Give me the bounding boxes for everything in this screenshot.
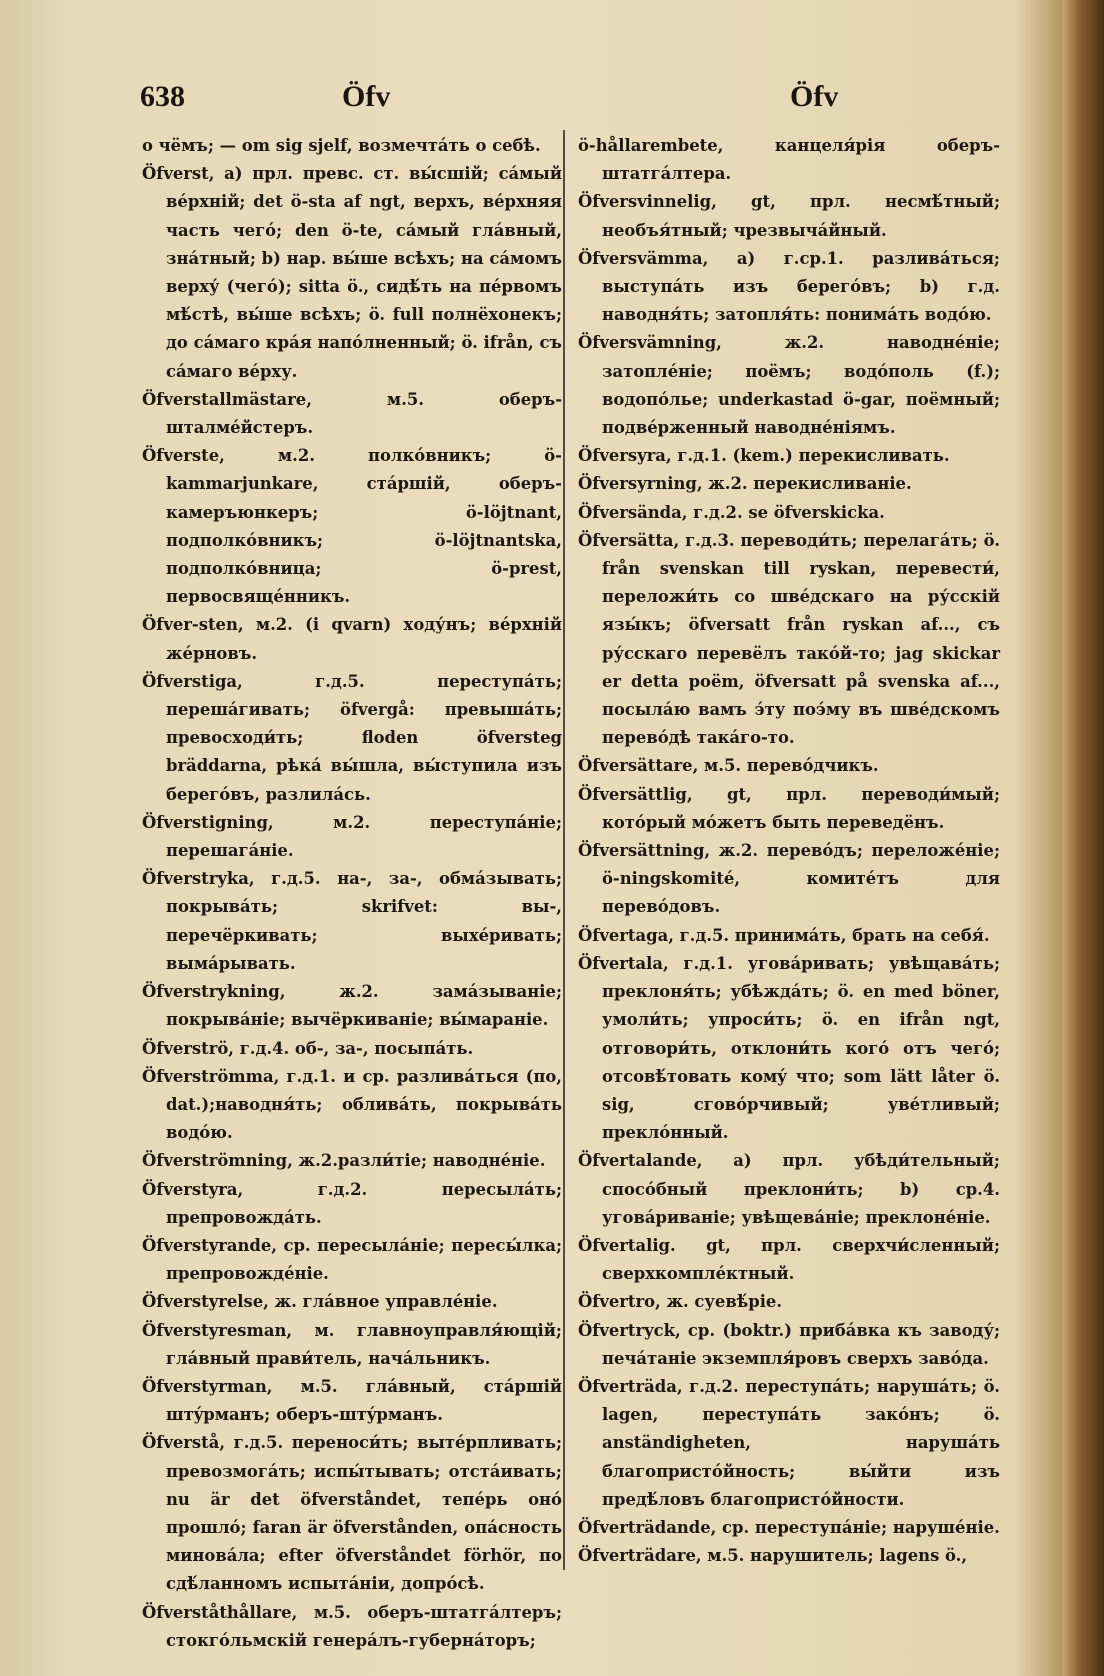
dictionary-entry: Öfverstyra, г.д.2. пересылáть; препровождáть. xyxy=(142,1179,562,1227)
dictionary-entry: Öfverstyresman, м. главноуправля́ющій; глáвный прави́тель, начáльникъ. xyxy=(142,1320,562,1368)
dictionary-entry: Öfvertaga, г.д.5. принимáть, брать на себя́. xyxy=(578,925,990,945)
dictionary-entry: Öfversätta, г.д.3. переводи́ть; перелагáть; ö. från svenskan till ryskan, перевести́, переложи́ть со швéдскаго на ру́сскій язы́къ; öfversatt från ryskan af..., съ ру́сскаго перевёлъ такóй-то; jag skickar er detta poëm, öfversatt på svenska af..., посылáю вамъ э́ту поэ́му въ швéдскомъ перевóдѣ такáго-то. xyxy=(578,530,1000,748)
page-number: 638 xyxy=(140,80,185,113)
dictionary-entry: Öfvertro, ж. суевѣ́ріе. xyxy=(578,1292,783,1312)
dictionary-entry: Öfvertalig. gt, прл. сверхчи́сленный; сверхкомплéктный. xyxy=(578,1235,1000,1284)
dictionary-entry: Öfverstyrelse, ж. глáвное управлéніе. xyxy=(142,1292,498,1312)
dictionary-entry: Öfverströmma, г.д.1. и ср. разливáться (по, dat.);наводня́ть; обливáть, покрывáть водóю. xyxy=(142,1066,562,1143)
dictionary-entry: Öfverträda, г.д.2. переступáть; нарушáть; ö. lagen, переступáть закóнъ; ö. anständigheten, нарушáть благопристóйность; вы́йти изъ предѣ́ловъ благопристóйности. xyxy=(578,1376,1000,1509)
dictionary-entry: Öfverstrykning, ж.2. замáзываніе; покрывáніе; вычёркиваніе; вы́мараніе. xyxy=(142,982,562,1030)
left-column xyxy=(142,132,562,1655)
page-edge xyxy=(1062,0,1104,1676)
dictionary-entry: Öfversvämma, a) г.ср.1. разливáться; выступáть изъ берегóвъ; b) г.д. наводня́ть; затопля́ть: понимáть водóю. xyxy=(578,248,1000,325)
dictionary-entry: Öfverste, м.2. полкóвникъ; ö-kammarjunkare, стáршій, оберъ-камеръюнкеръ; ö-löjtnant, подполкóвникъ; ö-löjtnantska, подполкóвница; ö-prest, первосвящéнникъ. xyxy=(142,446,562,607)
dictionary-entry: Öfverstyrande, ср. пересылáніе; пересы́лка; препровождéніе. xyxy=(142,1235,562,1284)
dictionary-entry: Öfversvinnelig, gt, прл. несмѣ́тный; необъя́тный; чрезвычáйный. xyxy=(578,192,1000,240)
dictionary-entry: Öfvertalande, a) прл. убѣди́тельный; спосóбный преклони́ть; b) ср.4. уговáриваніе; увѣщевáніе; преклонéніе. xyxy=(578,1151,1000,1227)
dictionary-entry: Öfverstyrman, м.5. глáвный, стáршій штýрманъ; оберъ-штýрманъ. xyxy=(142,1376,562,1425)
dictionary-entry: Öfverstallmästare, м.5. оберъ-шталмéйстеръ. xyxy=(142,389,562,438)
running-head-left: Öfv xyxy=(342,80,391,113)
dictionary-entry: Öfverst, a) прл. превс. ст. вы́сшій; сáмый вéрхній; det ö-sta af ngt, верхъ, вéрхняя часть чегó; den ö-te, сáмый глáвный, знáтный; b) нар. вы́ше всѣхъ; на сáмомъ верху́ (чегó); sitta ö., сидѣ́ть на пéрвомъ мѣ́стѣ, вы́ше всѣхъ; ö. full полнёхонекъ; до сáмаго крáя напóлненный; ö. ifrån, съ сáмаго вéрху. xyxy=(142,164,562,381)
dictionary-entry: Öfverståthållare, м.5. оберъ-штатгáлтеръ; стокгóльмскій генерáлъ-губернáторъ; xyxy=(142,1602,562,1650)
dictionary-entry: Öfversättning, ж.2. перевóдъ; переложéніе; ö-ningskomité, комитéтъ для перевóдовъ. xyxy=(578,841,1000,917)
dictionary-entry: Öfverstiga, г.д.5. переступáть; перешáгивать; öfvergå: превышáть; превосходи́ть; floden öfversteg bräddarna, рѣкá вы́шла, вы́ступила изъ берегóвъ, разлилáсь. xyxy=(142,671,562,804)
dictionary-entry: Öfverstryka, г.д.5. на-, за-, обмáзывать; покрывáть; skrifvet: вы-, перечёркивать; выхéривать; вымáрывать. xyxy=(142,869,562,973)
dictionary-entry: Öfverträdande, ср. переступáніе; нарушéніе. xyxy=(578,1517,1000,1537)
dictionary-entry: Öfver-sten, м.2. (i qvarn) ходу́нъ; вéрхній жéрновъ. xyxy=(142,615,562,663)
dictionary-entry: Öfverstigning, м.2. переступáніе; перешагáніе. xyxy=(142,812,562,861)
right-column xyxy=(578,132,1000,1570)
dictionary-entry: Öfversända, г.д.2. se öfverskicka. xyxy=(578,502,885,522)
column-divider xyxy=(563,130,565,1570)
dictionary-entry: Öfvertala, г.д.1. уговáривать; увѣщавáть; преклоня́ть; убѣждáть; ö. en med böner, умоли́ть; упроси́ть; ö. en ifrån ngt, отговори́ть, отклони́ть когó отъ чегó; отсовѣ́товать комý что; som lätt låter ö. sig, сговóрчивый; уве́тливый; преклóнный. xyxy=(578,953,1000,1143)
dictionary-entry: Öfversvämning, ж.2. наводнéніе; затоплéніе; поёмъ; водóполь (f.); водопóлье; underkastad ö-gar, поёмный; подвéрженный наводнéніямъ. xyxy=(578,333,1000,438)
dictionary-entry: Öfversättlig, gt, прл. переводи́мый; котóрый мóжетъ быть переведёнъ. xyxy=(578,784,1000,832)
dictionary-entry: Öfverstå, г.д.5. переноси́ть; вытéрпливать; превозмогáть; испы́тывать; отстáивать; nu är det öfverståndet, тепéрь онó прошлó; faran är öfverstånden, опáсность миновáла; efter öfverståndet förhör, по сдѣ́ланномъ испытáніи, допрóсѣ. xyxy=(142,1433,562,1594)
running-head-right: Öfv xyxy=(790,80,839,113)
dictionary-entry: Öfverträdare, м.5. нарушитель; lagens ö., xyxy=(578,1546,968,1566)
dictionary-entry: ö-hållarembete, канцеля́рія оберъ-штатгáлтера. xyxy=(578,136,1000,184)
dictionary-entry: Öfverströ, г.д.4. об-, за-, посыпáть. xyxy=(142,1038,474,1058)
dictionary-entry: Öfversyra, г.д.1. (kem.) перекисливать. xyxy=(578,446,950,466)
dictionary-entry: Öfversyrning, ж.2. перекисливаніе. xyxy=(578,474,912,494)
dictionary-entry: Öfversättare, м.5. перевóдчикъ. xyxy=(578,756,879,776)
dictionary-entry: Öfverströmning, ж.2.разли́тіе; наводнéніе. xyxy=(142,1151,546,1171)
dictionary-entry: Öfvertryck, ср. (boktr.) прибáвка къ заводу́; печáтаніе экземпля́ровъ сверхъ завóда. xyxy=(578,1320,1000,1368)
dictionary-entry: о чёмъ; — om sig sjelf, возмечтáть о себѣ. xyxy=(142,136,541,155)
